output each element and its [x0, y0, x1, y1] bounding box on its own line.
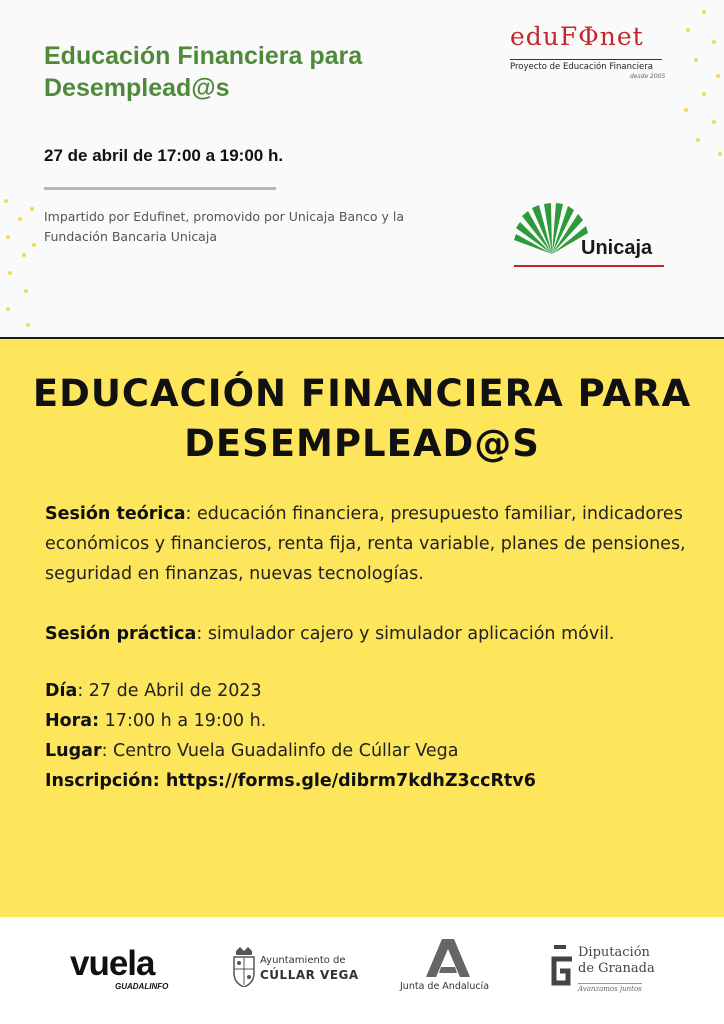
sesion-teorica-text: : educación financiera, presupuesto familiar, indicadores económicos y financieros, renta fija, renta variable, planes de pensiones, seguridad en finanzas, nuevas tecnologías. — [45, 504, 686, 584]
junta-a-icon — [426, 939, 470, 979]
vuela-guadalinfo-logo — [70, 944, 169, 991]
dia-value: : 27 de Abril de 2023 — [77, 681, 262, 701]
inscripcion-row[interactable] — [45, 766, 715, 796]
page-title: Educación Financiera para Desemplead@s — [44, 42, 363, 102]
decorative-dots-left — [0, 195, 40, 335]
info-banner — [0, 337, 724, 919]
ayuntamiento-line2: CÚLLAR VEGA — [260, 968, 359, 982]
edufinet-wordmark: eduFΦnet — [510, 22, 644, 51]
organizer-note: Impartido por Edufinet, promovido por Unicaja Banco y la Fundación Bancaria Unicaja — [44, 209, 405, 244]
hora-row — [45, 706, 715, 736]
sesion-practica-label: Sesión práctica — [45, 624, 197, 644]
sesion-teorica — [45, 499, 715, 589]
diputacion-g-icon — [546, 945, 574, 991]
lugar-row — [45, 736, 715, 766]
vuela-sub: GUADALINFO — [115, 982, 169, 991]
edufinet-logo — [480, 18, 680, 90]
divider — [44, 187, 276, 190]
sesion-practica-text: : simulador cajero y simulador aplicación móvil. — [196, 624, 615, 644]
lugar-value: : Centro Vuela Guadalinfo de Cúllar Vega — [101, 741, 459, 761]
lugar-label: Lugar — [45, 741, 102, 761]
inscripcion-link[interactable]: Inscripción: https://forms.gle/dibrm7kdhZ3ccRtv6 — [45, 771, 536, 791]
unicaja-logo — [500, 190, 685, 285]
sponsor-footer — [0, 917, 724, 1024]
diputacion-line3: Avanzamos juntos — [578, 985, 642, 993]
event-date: 27 de abril de 17:00 a 19:00 h. — [44, 146, 284, 165]
dia-row — [45, 676, 715, 706]
dia-label: Día — [45, 681, 78, 701]
unicaja-wordmark: Unicaja — [581, 237, 653, 259]
edufinet-subtitle: Proyecto de Educación Financiera — [510, 59, 662, 72]
hora-label: Hora: — [45, 711, 100, 731]
unicaja-underline — [514, 265, 664, 267]
event-details — [45, 676, 715, 796]
coat-of-arms-icon — [232, 947, 256, 987]
hora-value: 17:00 h a 19:00 h. — [99, 711, 267, 731]
ayuntamiento-line1: Ayuntamiento de — [260, 955, 346, 966]
junta-text: Junta de Andalucía — [400, 981, 490, 992]
sesion-teorica-label: Sesión teórica — [45, 504, 186, 524]
edufinet-since: desde 2005 — [630, 73, 666, 80]
unicaja-tree-icon — [510, 202, 590, 272]
diputacion-line1: Diputación — [578, 945, 650, 960]
header-section — [0, 0, 724, 338]
banner-heading: EDUCACIÓN FINANCIERA PARA DESEMPLEAD@S — [32, 372, 692, 465]
diputacion-line2: de Granada — [578, 961, 655, 976]
sesion-practica — [45, 619, 715, 649]
vuela-wordmark: vuela — [70, 944, 155, 983]
